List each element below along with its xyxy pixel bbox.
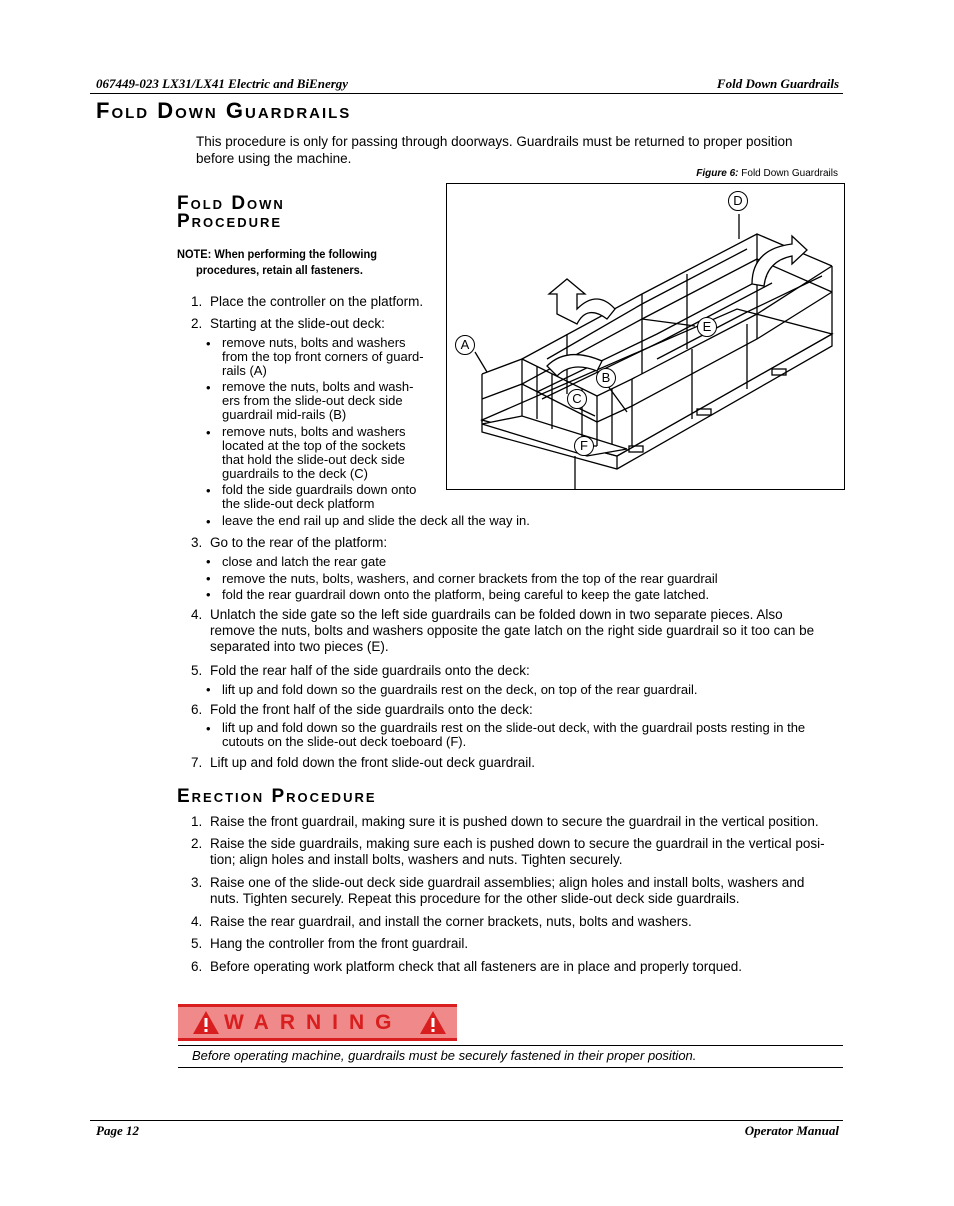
- callout-f: F: [574, 436, 594, 456]
- step3-bullet-3: fold the rear guardrail down onto the platform, being careful to keep the gate latched.: [222, 587, 710, 602]
- warning-rule-top: [178, 1045, 843, 1046]
- step5-bullet: lift up and fold down so the guardrails rest on the deck, on top of the rear guardrail.: [222, 682, 698, 697]
- warning-text: Before operating machine, guardrails must be securely fastened in their proper position.: [192, 1048, 697, 1063]
- figure-caption: [696, 168, 838, 179]
- bullet-dot: •: [206, 682, 211, 697]
- step-6-num: 6.: [191, 702, 203, 717]
- erect-step-4-text: Raise the rear guardrail, and install the corner brackets, nuts, bolts and washers.: [210, 914, 692, 929]
- figure-label: Figure 6:: [696, 168, 739, 179]
- step-3-text: Go to the rear of the platform:: [210, 535, 388, 550]
- note-text-1: When performing the following: [214, 247, 377, 261]
- note-line-1: [177, 246, 377, 262]
- step2-b2-l3: guardrail mid-rails (B): [222, 407, 347, 422]
- erect-step-5-text: Hang the controller from the front guardrail.: [210, 936, 469, 951]
- figure-caption-text: Fold Down Guardrails: [741, 168, 838, 179]
- step2-b3-l4: guardrails to the deck (C): [222, 466, 368, 481]
- step-7-num: 7.: [191, 755, 203, 770]
- footer-right: Operator Manual: [744, 1123, 839, 1138]
- intro-line-2: before using the machine.: [196, 151, 352, 166]
- step3-bullet-2: remove the nuts, bolts, washers, and corner brackets from the top of the rear guardrail: [222, 571, 718, 586]
- callout-d: D: [728, 191, 748, 211]
- step-5-num: 5.: [191, 663, 203, 678]
- step2-b1-l3: rails (A): [222, 363, 267, 378]
- bullet-dot: •: [206, 483, 211, 498]
- step2-b2-l2: ers from the slide-out deck side: [222, 393, 403, 408]
- erect-step-2-text: [210, 836, 825, 868]
- step-3-num: 3.: [191, 535, 203, 550]
- erect-step-3-num: 3.: [191, 875, 203, 890]
- warning-triangle-icon: [192, 1010, 220, 1035]
- bullet-dot: •: [206, 587, 211, 602]
- warning-word: WARNING: [224, 1011, 403, 1034]
- step6-bullet: [222, 721, 805, 749]
- step2-bullet-4: [222, 483, 416, 511]
- step-2-num: 2.: [191, 316, 203, 331]
- erect-step-3-l1: Raise one of the slide-out deck side guardrail assemblies; align holes and install bolts, washers and: [210, 875, 805, 890]
- step-2-text: Starting at the slide-out deck:: [210, 316, 385, 331]
- bullet-dot: •: [206, 514, 211, 529]
- page-title: Fold Down Guardrails: [96, 98, 352, 123]
- erect-step-3-text: [210, 875, 804, 907]
- step2-bullet-1: [222, 336, 424, 378]
- erection-heading: Erection Procedure: [177, 786, 377, 807]
- bullet-dot: •: [206, 336, 211, 351]
- step-4-line-3: separated into two pieces (E).: [210, 639, 389, 654]
- step2-b2-l1: remove the nuts, bolts and wash-: [222, 379, 414, 394]
- footer-left: Page 12: [96, 1123, 139, 1138]
- step2-b1-l2: from the top front corners of guard-: [222, 349, 424, 364]
- fold-heading-line-1: Fold Down: [177, 193, 285, 214]
- warning-banner: [178, 1004, 457, 1041]
- fold-heading-line-2: Procedure: [177, 211, 283, 232]
- step2-bullet-5: leave the end rail up and slide the deck all the way in.: [222, 513, 530, 528]
- erect-step-2-num: 2.: [191, 836, 203, 851]
- step2-bullet-2: [222, 380, 414, 422]
- step-4-text: [210, 607, 814, 655]
- callout-e: E: [697, 317, 717, 337]
- step6-bullet-l2: cutouts on the slide-out deck toeboard (F).: [222, 734, 467, 749]
- step-5-text: Fold the rear half of the side guardrails onto the deck:: [210, 663, 530, 678]
- warning-rule-bottom: [178, 1067, 843, 1068]
- erect-step-1-num: 1.: [191, 814, 203, 829]
- erect-step-1-text: Raise the front guardrail, making sure it is pushed down to secure the guardrail in the vertical position.: [210, 814, 819, 829]
- step2-b3-l2: located at the top of the sockets: [222, 438, 406, 453]
- step2-b4-l2: the slide-out deck platform: [222, 496, 375, 511]
- step-1-text: Place the controller on the platform.: [210, 294, 424, 309]
- erect-step-6-text: Before operating work platform check that all fasteners are in place and properly torqued.: [210, 959, 743, 974]
- step-6-text: Fold the front half of the side guardrails onto the deck:: [210, 702, 533, 717]
- bullet-dot: •: [206, 571, 211, 586]
- step-7-text: Lift up and fold down the front slide-out deck guardrail.: [210, 755, 535, 770]
- footer-rule: [90, 1120, 843, 1121]
- callout-b: B: [596, 368, 616, 388]
- bullet-dot: •: [206, 380, 211, 395]
- step2-b3-l1: remove nuts, bolts and washers: [222, 424, 406, 439]
- header-right: Fold Down Guardrails: [716, 76, 839, 91]
- step6-bullet-l1: lift up and fold down so the guardrails rest on the slide-out deck, with the guardrail posts resting in the: [222, 720, 806, 735]
- erect-step-5-num: 5.: [191, 936, 203, 951]
- erect-step-4-num: 4.: [191, 914, 203, 929]
- warning-triangle-icon: [419, 1010, 447, 1035]
- guardrail-illustration: [447, 184, 844, 489]
- step2-b1-l1: remove nuts, bolts and washers: [222, 335, 406, 350]
- step3-bullet-1: close and latch the rear gate: [222, 554, 387, 569]
- step2-b4-l1: fold the side guardrails down onto: [222, 482, 417, 497]
- step-4-line-1: Unlatch the side gate so the left side guardrails can be folded down in two separate pieces. Also: [210, 607, 783, 622]
- erect-step-6-num: 6.: [191, 959, 203, 974]
- header-left: 067449-023 LX31/LX41 Electric and BiEnergy: [96, 76, 349, 91]
- erect-step-3-l2: nuts. Tighten securely. Repeat this procedure for the other slide-out deck side guardrails.: [210, 891, 740, 906]
- step2-bullet-3: [222, 425, 406, 481]
- note-label: NOTE:: [177, 247, 212, 261]
- callout-a: A: [455, 335, 475, 355]
- step-1-num: 1.: [191, 294, 203, 309]
- intro-line-1: This procedure is only for passing through doorways. Guardrails must be returned to proper position: [196, 134, 793, 149]
- step2-b3-l3: that hold the slide-out deck side: [222, 452, 405, 467]
- step-4-num: 4.: [191, 607, 203, 622]
- note-line-2: procedures, retain all fasteners.: [196, 263, 363, 277]
- callout-c: C: [567, 389, 587, 409]
- figure-frame: [446, 183, 845, 490]
- step-4-line-2: remove the nuts, bolts and washers opposite the gate latch on the right side guardrail so it too can be: [210, 623, 815, 638]
- erect-step-2-l1: Raise the side guardrails, making sure each is pushed down to secure the guardrail in the vertical posi-: [210, 836, 825, 851]
- bullet-dot: •: [206, 425, 211, 440]
- erect-step-2-l2: tion; align holes and install bolts, washers and nuts. Tighten securely.: [210, 852, 623, 867]
- bullet-dot: •: [206, 554, 211, 569]
- bullet-dot: •: [206, 721, 211, 736]
- header-rule: [90, 93, 843, 94]
